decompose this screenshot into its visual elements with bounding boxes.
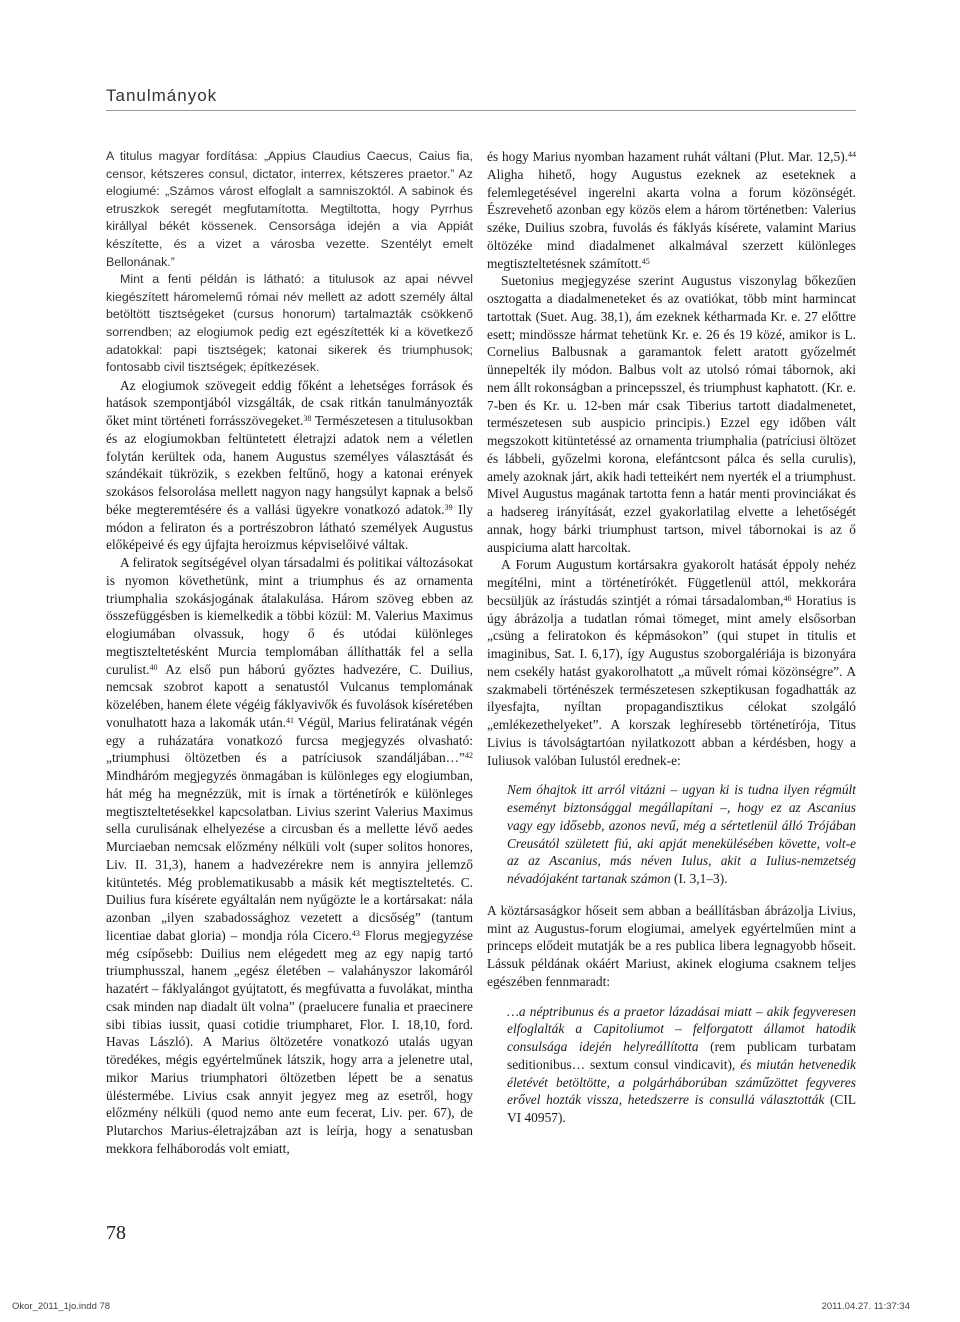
quote-text (507, 781, 856, 888)
header-rule (106, 110, 856, 111)
elogium-quote (507, 1003, 856, 1127)
latin-insert: (rem publicam turbatam seditionibus… sextum consul vindicavit), (507, 1039, 856, 1072)
text-span: Ily módon a feliraton és a portrészobron látható személyek Augustus előképeivé és egy újfajta heroizmus képviselőivé váltak. (106, 501, 473, 553)
footnote-ref[interactable]: 40 (149, 662, 158, 672)
body-paragraph (487, 148, 856, 272)
text-span: Horatius is úgy ábrázolja a tudatlan római tömeget, mint amely elsősorban „csüng a feliratokon és képmásokon” (qui stupet in titulis et imaginibus, Sat. I. 6,17), így Augustus szoborgalériája is bizonyára nem csekély hatást gyakorolhatott „a művelt római közönségre”. A szakmabeli történészek természetesen szkeptikusan fogadhatták az ilyesfajta, nyíltan propagandisztikus célokat szolgáló „emlékezethelyeket”. A korszak leghíresebb történetírója, Titus Livius is távolságtartóan nyilatkozott abban a kérdésben, hogy a Iuliusok valóban Iulustól erednek-e: (487, 592, 856, 768)
page-number: 78 (106, 1222, 126, 1244)
titulus-explanation-paragraph: Mint a fenti példán is látható: a titulusok az apai névvel kiegészített háromelemű római név mellett az adott személy által betöltött tisztségeket (cursus honorum) tartalmazták csökkenő sorrendben; az elogiumok pedig ezt egészítették ki a következő adatokkal: papi tisztségek; katonai sikerek és triumphusok; fontosabb civil tisztségek; építkezések. (106, 272, 473, 375)
body-paragraph (487, 556, 856, 769)
left-column (106, 148, 473, 1158)
text-span: A feliratok segítségével olyan társadalmi és politikai változásokat is nyomon követhetünk, mint a triumphus és az ornamenta triumphalia szokásjogának átalakulása. Három szöveg ebben az összefüggésben is kiemelkedik a többi közül: M. Valerius Maximus elogiumában olvassuk, hogy ő és utódai különleges megtiszteltetésként Murcia templomában állíthatták fel a sella curulist. (106, 555, 473, 677)
livius-quote (507, 781, 856, 888)
quote-reference: (I. 3,1–3). (674, 871, 728, 886)
print-slug-file: Okor_2011_1jo.indd 78 (12, 1301, 111, 1312)
body-paragraph (106, 554, 473, 1158)
footnote-ref[interactable]: 43 (351, 928, 360, 938)
right-column (487, 148, 856, 1141)
footnote-ref[interactable]: 38 (303, 414, 312, 424)
quote-reference: (CIL VI 40957). (507, 1092, 856, 1125)
text-span: A Forum Augustum kortársakra gyakorolt hatását éppoly nehéz megítélni, mint a történetírókét. Függetlenül attól, mekkorára becsüljük az írástudás szintjét a római társadalomban, (487, 557, 856, 608)
footnote-ref[interactable]: 46 (783, 593, 792, 603)
text-span: …a néptribunus és a praetor lázadásai miatt – akik fegyveresen elfoglalták a Capitoliumot – felforgatott államot hatodik consulsága idején helyreállította (507, 1003, 856, 1054)
footnote-ref[interactable]: 39 (444, 502, 453, 512)
text-span: Aligha hihető, hogy Augustus ezeknek az eseteknek a felemlegetésével ingerelni akarta volna a forum közönségét. Észrevehető azonban egy közös elem a három történetben: Valerius széke, Duilius szobra, fuvolás és fáklyás kísérete, valamint Marius öltözéke mind diadalmenet alkalmával szerzett különleges megtiszteltetésnek számított. (487, 166, 856, 271)
text-span: és miután hetvenedik életévét betöltötte, a polgárháborúban száműzöttet fegyveres erővel hozták vissza, hetedszerre is consullá választották (507, 1056, 856, 1108)
text-span: Florus megjegyzése még csípősebb: Duilius nem elégedett meg az egy napig tartó triumphusszal, hanem „egész életében – valahányszor lakomáról hazatért – fáklyalángot gyújtatott, és megfúvatta a fuvolákat, mintha csak minden nap diadalt ült volna” (praelucere funalia et praecinere sibi tibias iussit, quasi cotidie triumpharet, Flor. I. 18,10, ford. Havas László). A Marius öltözetére vonatkozó utalás ugyan töredékes, mégis egyértelműnek látszik, hogy arra a jelenetre utal, mikor Marius triumphatori öltözetben lépett be a senatus üléstermébe. Livius csak annyit jegyez meg az esetről, hogy előzmény nélküli (quod nemo ante eum fecerat, Liv. per. 67), de Plutarchos Marius-életrajzában azt is leírja, hogy a senatusban mekkora felháborodás volt emiatt, (106, 927, 473, 1156)
footnote-ref[interactable]: 45 (641, 256, 650, 266)
inscription-note (106, 148, 473, 377)
quote-text (507, 1003, 856, 1127)
text-span: Végül, Marius feliratának végén egy a ruházatára vonatkozó furcsa megjegyzés olvasható: „triumphusi öltözetben és a patríciusok szandáljában…” (106, 714, 473, 766)
print-slug-date: 2011.04.27. 11:37:34 (821, 1301, 910, 1312)
footnote-ref[interactable]: 42 (465, 751, 473, 761)
text-span: és hogy Marius nyomban hazament ruhát váltani (Plut. Mar. 12,5). (487, 149, 848, 164)
running-header: Tanulmányok (106, 86, 218, 105)
text-span: Mindháróm megjegyzés önmagában is különleges egy elogiumban, hát még ha megnézzük, mit is írnak a történetírók e különleges megtiszteltetésekkel kapcsolatban. Livius szerint Valerius Maximus sella curulisának elhelyezése a circusban és a mellette lévő aedes Murciaeban nemcsak előzmény nélküli volt (super solitos honores, Liv. II. 31,3), hanem a hadvezérekre nem is annyira jellemző kitüntetés. Még problematikusabb a másik két megtiszteltetés. C. Duilius fura kísérete egyáltalán nem nyűgözte le a kortársakat: nála azonban „ilyen szabadossághoz vezetett a dicsőség” (tantum licentiae dabat gloria) – mondja róla Cicero. (106, 768, 473, 943)
footnote-ref[interactable]: 41 (286, 715, 294, 725)
translation-paragraph: A titulus magyar fordítása: „Appius Claudius Caecus, Caius fia, censor, kétszeres consul, dictator, interrex, kétszeres praetor.” Az elogiumé: „Számos várost elfoglalt a samniszoktól. A sabinok és etruszkok seregét megfutamította. Megtiltotta, hogy Pyrrhus királlyal békét kössenek. Censorsága idején a via Appiát készítette, és a vizet a városba vezette. Szentélyt emelt Bellonának.” (106, 149, 473, 269)
text-span: Az első pun háború győztes hadvezére, C. Duilius, nemcsak szobrot kapott a senatustól Vulcanus templomának közelében, hanem élete végéig fáklyavivők és fuvolások kíséretében vonulhatott haza a lakomák után. (106, 661, 473, 730)
body-paragraph: A köztársaságkor hőseit sem abban a beállításban ábrázolja Livius, mint az Augustus-forum elogiumai, amelyek egyértelműen mint a princeps elődeit mutatják be a res publica libera legnagyobb hőseit. Lássuk példának okáért Mariust, akinek elogiuma csaknem teljes egészében fennmaradt: (487, 902, 856, 989)
text-span: Az elogiumok szövegeit eddig főként a lehetséges források és hatások szempontjából vizsgálták, de csak ritkán tanulmányozták őket mint történeti forrásszövegeket. (106, 377, 473, 429)
footnote-ref[interactable]: 44 (848, 150, 856, 159)
body-paragraph: Suetonius megjegyzése szerint Augustus viszonylag bőkezűen osztogatta a diadalmeneteket és az ovatiókat, több mint harmincat tartottak (Suet. Aug. 38,1), ám ezeknek kétharmada Kr. e. 27 előttre esett; mindössze hármat tehetünk Kr. e. 26 és 19 közé, amikor is L. Cornelius Balbusnak a garamantok felett aratott győzelmét ünnepelték ily módon. Balbus volt az utolsó római tábornok, aki nem állt rokonságban a princepsszel, és triumphust kaphatott. (Kr. e. 7-ben és Kr. u. 12-ben már csak Tiberius tartott diadalmenetet, természetesen sub auspicio principis.) Ezzel egy időben vált megszokott kitüntetéssé az ornamenta triumphalia (patríciusi öltözet és lábbeli, győzelmi korona, elefántcsont pálca és sella curulis), amely azoknak járt, akik hadi tetteikért nem nyerték el a triumphust. Mivel Augustus magának tartotta fenn a határ menti provinciákat és a hadsereg irányítását, ezzel gyakorlatilag elvette a lehetőségét annak, hogy bárki triumphust tartson, mivel tábornokai is az ő auspiciuma alatt harcoltak. (487, 273, 856, 555)
text-span: Természetesen a titulusokban és az elogiumokban feltüntetett életrajzi adatok nem a véletlen folytán kerültek oda, hanem Augustus személyes választását és szándékait tükrözik, s ezekben feltűnő, hogy a katonai erények szokásos felsorolása mellett nagyon nagy hangsúlyt kapnak a belső béke megteremtésére és a vallási ügyekre vonatkozó adatok. (106, 413, 473, 517)
text-span: Nem óhajtok itt arról vitázni – ugyan ki is tudna ilyen régmúlt eseményt biztonsággal megállapítani –, hogy ez az Ascanius vagy egy idősebb, azonos nevű, még a sértetlenül álló Trójában Creusától született fiú, aki apját menekülésében követte, volt-e az az Ascanius, más néven Iulus, akit a Iulius-nemzetség névadójaként tartanak számon (507, 782, 856, 886)
body-paragraph (106, 377, 473, 555)
